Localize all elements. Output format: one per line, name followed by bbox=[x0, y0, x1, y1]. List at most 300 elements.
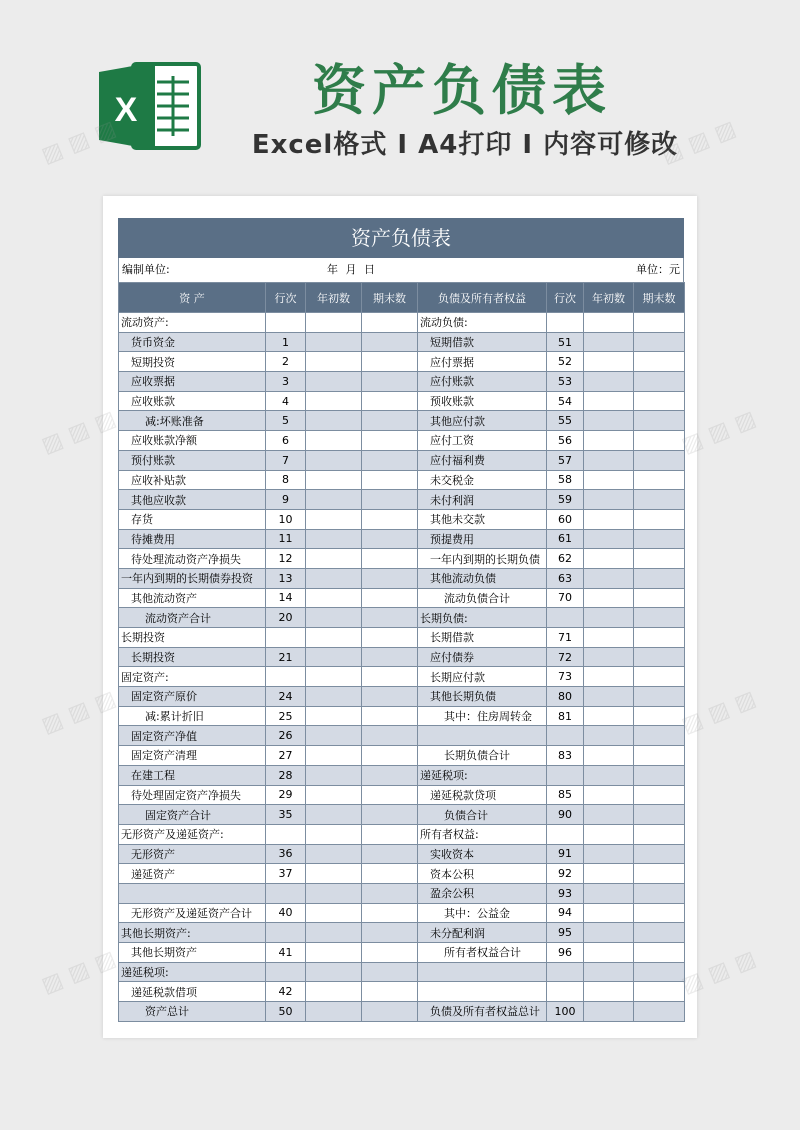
asset-item: 其他流动资产 bbox=[119, 588, 266, 608]
liability-row-no: 81 bbox=[547, 706, 584, 726]
table-row bbox=[119, 313, 685, 333]
asset-item: 其他长期资产 bbox=[119, 943, 266, 963]
liability-begin-cell[interactable] bbox=[584, 549, 634, 569]
asset-begin-cell[interactable] bbox=[306, 687, 362, 707]
table-row bbox=[119, 490, 685, 510]
asset-item: 无形资产及递延资产: bbox=[119, 824, 266, 844]
asset-item: 其他应收款 bbox=[119, 490, 266, 510]
liability-end-cell[interactable] bbox=[634, 824, 685, 844]
asset-begin-cell[interactable] bbox=[306, 529, 362, 549]
liability-end-cell[interactable] bbox=[634, 588, 685, 608]
asset-begin-cell[interactable] bbox=[306, 844, 362, 864]
asset-end-cell[interactable] bbox=[362, 864, 418, 884]
liability-end-cell[interactable] bbox=[634, 490, 685, 510]
asset-item: 应收票据 bbox=[119, 372, 266, 392]
asset-begin-cell[interactable] bbox=[306, 785, 362, 805]
liability-item: 应付福利费 bbox=[418, 450, 547, 470]
asset-item: 无形资产 bbox=[119, 844, 266, 864]
table-header-row bbox=[119, 283, 685, 313]
liability-item: 其他应付款 bbox=[418, 411, 547, 431]
asset-item: 递延税款借项 bbox=[119, 982, 266, 1002]
liability-begin-cell[interactable] bbox=[584, 726, 634, 746]
asset-end-cell[interactable] bbox=[362, 549, 418, 569]
liability-row-no: 59 bbox=[547, 490, 584, 510]
liability-item bbox=[418, 982, 547, 1002]
liability-item: 长期借款 bbox=[418, 628, 547, 648]
liability-item: 未分配利润 bbox=[418, 923, 547, 943]
liability-item: 应付票据 bbox=[418, 352, 547, 372]
liability-end-cell[interactable] bbox=[634, 391, 685, 411]
asset-begin-cell[interactable] bbox=[306, 923, 362, 943]
unit-label: 编制单位: bbox=[122, 263, 170, 276]
liability-begin-cell[interactable] bbox=[584, 372, 634, 392]
liability-item bbox=[418, 726, 547, 746]
asset-end-cell[interactable] bbox=[362, 923, 418, 943]
asset-row-no: 14 bbox=[266, 588, 306, 608]
liability-end-cell[interactable] bbox=[634, 805, 685, 825]
liability-row-no: 63 bbox=[547, 568, 584, 588]
liability-end-cell[interactable] bbox=[634, 549, 685, 569]
asset-end-cell[interactable] bbox=[362, 608, 418, 628]
liability-item: 应付账款 bbox=[418, 372, 547, 392]
liability-row-no: 80 bbox=[547, 687, 584, 707]
liability-item: 短期借款 bbox=[418, 332, 547, 352]
liability-row-no: 100 bbox=[547, 1002, 584, 1022]
liability-row-no: 90 bbox=[547, 805, 584, 825]
asset-begin-cell[interactable] bbox=[306, 450, 362, 470]
liability-begin-cell[interactable] bbox=[584, 706, 634, 726]
asset-item bbox=[119, 883, 266, 903]
asset-row-no: 9 bbox=[266, 490, 306, 510]
balance-sheet bbox=[118, 218, 684, 1022]
liability-begin-cell[interactable] bbox=[584, 509, 634, 529]
liability-end-cell[interactable] bbox=[634, 372, 685, 392]
table-row bbox=[119, 332, 685, 352]
asset-begin-cell[interactable] bbox=[306, 628, 362, 648]
asset-item: 固定资产合计 bbox=[119, 805, 266, 825]
liability-begin-cell[interactable] bbox=[584, 923, 634, 943]
asset-begin-cell[interactable] bbox=[306, 608, 362, 628]
liability-row-no: 61 bbox=[547, 529, 584, 549]
asset-item: 减:累计折旧 bbox=[119, 706, 266, 726]
liability-row-no: 70 bbox=[547, 588, 584, 608]
liability-begin-cell[interactable] bbox=[584, 490, 634, 510]
asset-begin-cell[interactable] bbox=[306, 647, 362, 667]
watermark: ▨ ▨ ▨ bbox=[678, 406, 760, 459]
asset-item: 应收账款净额 bbox=[119, 431, 266, 451]
page-subtitle: Excel格式 I A4打印 I 内容可修改 bbox=[251, 130, 679, 160]
liability-row-no bbox=[547, 313, 584, 333]
table-row bbox=[119, 943, 685, 963]
liability-item: 长期负债: bbox=[418, 608, 547, 628]
asset-item: 短期投资 bbox=[119, 352, 266, 372]
asset-begin-cell[interactable] bbox=[306, 746, 362, 766]
asset-row-no: 4 bbox=[266, 391, 306, 411]
liability-begin-cell[interactable] bbox=[584, 391, 634, 411]
liability-item: 其中：住房周转金 bbox=[418, 706, 547, 726]
liability-end-cell[interactable] bbox=[634, 431, 685, 451]
liability-end-cell[interactable] bbox=[634, 529, 685, 549]
asset-row-no: 13 bbox=[266, 568, 306, 588]
liability-item: 流动负债: bbox=[418, 313, 547, 333]
liability-item: 负债合计 bbox=[418, 805, 547, 825]
asset-begin-cell[interactable] bbox=[306, 903, 362, 923]
liability-row-no: 55 bbox=[547, 411, 584, 431]
liability-begin-cell[interactable] bbox=[584, 982, 634, 1002]
asset-begin-cell[interactable] bbox=[306, 470, 362, 490]
liability-end-cell[interactable] bbox=[634, 411, 685, 431]
asset-begin-cell[interactable] bbox=[306, 372, 362, 392]
asset-item: 固定资产清理 bbox=[119, 746, 266, 766]
liability-end-cell[interactable] bbox=[634, 883, 685, 903]
liability-begin-cell[interactable] bbox=[584, 667, 634, 687]
page-title: 资产负债表 bbox=[312, 59, 612, 122]
asset-end-cell[interactable] bbox=[362, 509, 418, 529]
liability-item: 所有者权益合计 bbox=[418, 943, 547, 963]
liability-begin-cell[interactable] bbox=[584, 450, 634, 470]
asset-end-cell[interactable] bbox=[362, 352, 418, 372]
col-header-end: 期末数 bbox=[362, 283, 418, 313]
table-row bbox=[119, 824, 685, 844]
liability-row-no bbox=[547, 765, 584, 785]
asset-begin-cell[interactable] bbox=[306, 352, 362, 372]
liability-item: 长期负债合计 bbox=[418, 746, 547, 766]
asset-item: 固定资产: bbox=[119, 667, 266, 687]
liability-row-no: 53 bbox=[547, 372, 584, 392]
liability-begin-cell[interactable] bbox=[584, 628, 634, 648]
liability-begin-cell[interactable] bbox=[584, 647, 634, 667]
asset-begin-cell[interactable] bbox=[306, 588, 362, 608]
liability-begin-cell[interactable] bbox=[584, 824, 634, 844]
liability-begin-cell[interactable] bbox=[584, 765, 634, 785]
asset-end-cell[interactable] bbox=[362, 903, 418, 923]
liability-end-cell[interactable] bbox=[634, 470, 685, 490]
asset-row-no: 28 bbox=[266, 765, 306, 785]
asset-row-no bbox=[266, 667, 306, 687]
asset-row-no bbox=[266, 923, 306, 943]
asset-end-cell[interactable] bbox=[362, 450, 418, 470]
liability-row-no: 92 bbox=[547, 864, 584, 884]
liability-end-cell[interactable] bbox=[634, 765, 685, 785]
asset-begin-cell[interactable] bbox=[306, 883, 362, 903]
liability-begin-cell[interactable] bbox=[584, 903, 634, 923]
liability-begin-cell[interactable] bbox=[584, 411, 634, 431]
liability-end-cell[interactable] bbox=[634, 352, 685, 372]
table-row bbox=[119, 805, 685, 825]
asset-end-cell[interactable] bbox=[362, 529, 418, 549]
liability-end-cell[interactable] bbox=[634, 844, 685, 864]
watermark: ▨ ▨ ▨ bbox=[678, 686, 760, 739]
table-row bbox=[119, 903, 685, 923]
asset-item: 一年内到期的长期债券投资 bbox=[119, 568, 266, 588]
liability-item: 预提费用 bbox=[418, 529, 547, 549]
svg-text:X: X bbox=[114, 91, 138, 129]
asset-end-cell[interactable] bbox=[362, 785, 418, 805]
liability-end-cell[interactable] bbox=[634, 687, 685, 707]
asset-end-cell[interactable] bbox=[362, 824, 418, 844]
liability-begin-cell[interactable] bbox=[584, 1002, 634, 1022]
table-row bbox=[119, 706, 685, 726]
table-row bbox=[119, 372, 685, 392]
liability-row-no: 73 bbox=[547, 667, 584, 687]
liability-item: 递延税款贷项 bbox=[418, 785, 547, 805]
asset-end-cell[interactable] bbox=[362, 568, 418, 588]
liability-begin-cell[interactable] bbox=[584, 332, 634, 352]
asset-end-cell[interactable] bbox=[362, 687, 418, 707]
asset-row-no: 41 bbox=[266, 943, 306, 963]
asset-begin-cell[interactable] bbox=[306, 805, 362, 825]
liability-end-cell[interactable] bbox=[634, 1002, 685, 1022]
asset-end-cell[interactable] bbox=[362, 1002, 418, 1022]
liability-begin-cell[interactable] bbox=[584, 864, 634, 884]
asset-item: 固定资产净值 bbox=[119, 726, 266, 746]
asset-begin-cell[interactable] bbox=[306, 568, 362, 588]
liability-row-no: 71 bbox=[547, 628, 584, 648]
asset-begin-cell[interactable] bbox=[306, 391, 362, 411]
liability-end-cell[interactable] bbox=[634, 746, 685, 766]
table-title: 资产负债表 bbox=[118, 218, 684, 258]
liability-begin-cell[interactable] bbox=[584, 568, 634, 588]
liability-row-no: 54 bbox=[547, 391, 584, 411]
liability-item: 其他长期负债 bbox=[418, 687, 547, 707]
asset-begin-cell[interactable] bbox=[306, 332, 362, 352]
asset-row-no: 8 bbox=[266, 470, 306, 490]
asset-item: 递延税项: bbox=[119, 962, 266, 982]
asset-row-no: 42 bbox=[266, 982, 306, 1002]
asset-row-no: 40 bbox=[266, 903, 306, 923]
asset-begin-cell[interactable] bbox=[306, 431, 362, 451]
liability-end-cell[interactable] bbox=[634, 943, 685, 963]
table-row bbox=[119, 391, 685, 411]
liability-begin-cell[interactable] bbox=[584, 785, 634, 805]
asset-begin-cell[interactable] bbox=[306, 490, 362, 510]
table-row bbox=[119, 667, 685, 687]
liability-begin-cell[interactable] bbox=[584, 529, 634, 549]
table-row bbox=[119, 588, 685, 608]
liability-begin-cell[interactable] bbox=[584, 687, 634, 707]
liability-row-no: 93 bbox=[547, 883, 584, 903]
col-header-row-no: 行次 bbox=[266, 283, 306, 313]
asset-end-cell[interactable] bbox=[362, 490, 418, 510]
asset-end-cell[interactable] bbox=[362, 667, 418, 687]
asset-row-no: 25 bbox=[266, 706, 306, 726]
liability-item: 长期应付款 bbox=[418, 667, 547, 687]
asset-end-cell[interactable] bbox=[362, 844, 418, 864]
liability-end-cell[interactable] bbox=[634, 962, 685, 982]
col-header-assets: 资 产 bbox=[119, 283, 266, 313]
table-row bbox=[119, 746, 685, 766]
asset-end-cell[interactable] bbox=[362, 765, 418, 785]
col-header-row-no-2: 行次 bbox=[547, 283, 584, 313]
watermark: ▨ ▨ ▨ bbox=[38, 946, 120, 999]
table-row bbox=[119, 864, 685, 884]
liability-end-cell[interactable] bbox=[634, 667, 685, 687]
asset-row-no: 27 bbox=[266, 746, 306, 766]
liability-end-cell[interactable] bbox=[634, 509, 685, 529]
liability-item: 一年内到期的长期负债 bbox=[418, 549, 547, 569]
col-header-liabilities: 负债及所有者权益 bbox=[418, 283, 547, 313]
liability-begin-cell[interactable] bbox=[584, 805, 634, 825]
liability-begin-cell[interactable] bbox=[584, 313, 634, 333]
asset-begin-cell[interactable] bbox=[306, 726, 362, 746]
asset-row-no: 50 bbox=[266, 1002, 306, 1022]
asset-begin-cell[interactable] bbox=[306, 943, 362, 963]
asset-begin-cell[interactable] bbox=[306, 864, 362, 884]
liability-begin-cell[interactable] bbox=[584, 588, 634, 608]
liability-end-cell[interactable] bbox=[634, 982, 685, 1002]
excel-logo-icon bbox=[95, 58, 205, 154]
asset-row-no: 11 bbox=[266, 529, 306, 549]
liability-item: 负债及所有者权益总计 bbox=[418, 1002, 547, 1022]
liability-begin-cell[interactable] bbox=[584, 352, 634, 372]
liability-item: 应付工资 bbox=[418, 431, 547, 451]
liability-end-cell[interactable] bbox=[634, 450, 685, 470]
asset-end-cell[interactable] bbox=[362, 372, 418, 392]
asset-end-cell[interactable] bbox=[362, 588, 418, 608]
liability-row-no: 94 bbox=[547, 903, 584, 923]
col-header-begin: 年初数 bbox=[306, 283, 362, 313]
asset-item: 在建工程 bbox=[119, 765, 266, 785]
liability-item: 未付利润 bbox=[418, 490, 547, 510]
liability-begin-cell[interactable] bbox=[584, 943, 634, 963]
liability-item: 所有者权益: bbox=[418, 824, 547, 844]
liability-row-no: 56 bbox=[547, 431, 584, 451]
asset-row-no: 12 bbox=[266, 549, 306, 569]
liability-item: 盈余公积 bbox=[418, 883, 547, 903]
asset-item: 流动资产合计 bbox=[119, 608, 266, 628]
asset-row-no: 10 bbox=[266, 509, 306, 529]
liability-begin-cell[interactable] bbox=[584, 608, 634, 628]
asset-end-cell[interactable] bbox=[362, 313, 418, 333]
liability-row-no bbox=[547, 982, 584, 1002]
liability-row-no: 72 bbox=[547, 647, 584, 667]
liability-end-cell[interactable] bbox=[634, 923, 685, 943]
asset-begin-cell[interactable] bbox=[306, 549, 362, 569]
table-row bbox=[119, 450, 685, 470]
liability-end-cell[interactable] bbox=[634, 647, 685, 667]
asset-item: 减:坏账准备 bbox=[119, 411, 266, 431]
liability-row-no bbox=[547, 824, 584, 844]
asset-row-no bbox=[266, 824, 306, 844]
table-row bbox=[119, 470, 685, 490]
asset-begin-cell[interactable] bbox=[306, 962, 362, 982]
asset-begin-cell[interactable] bbox=[306, 1002, 362, 1022]
liability-item: 未交税金 bbox=[418, 470, 547, 490]
asset-row-no: 6 bbox=[266, 431, 306, 451]
date-label: 年 月 日 bbox=[327, 263, 377, 276]
liability-end-cell[interactable] bbox=[634, 864, 685, 884]
liability-begin-cell[interactable] bbox=[584, 844, 634, 864]
asset-begin-cell[interactable] bbox=[306, 824, 362, 844]
asset-end-cell[interactable] bbox=[362, 431, 418, 451]
liability-end-cell[interactable] bbox=[634, 903, 685, 923]
table-row bbox=[119, 647, 685, 667]
info-row bbox=[118, 258, 684, 282]
asset-item: 预付账款 bbox=[119, 450, 266, 470]
table-row bbox=[119, 529, 685, 549]
liability-end-cell[interactable] bbox=[634, 726, 685, 746]
table-row bbox=[119, 549, 685, 569]
asset-end-cell[interactable] bbox=[362, 647, 418, 667]
table-row bbox=[119, 431, 685, 451]
spreadsheet-preview bbox=[103, 196, 697, 1038]
liability-end-cell[interactable] bbox=[634, 785, 685, 805]
asset-end-cell[interactable] bbox=[362, 411, 418, 431]
liability-begin-cell[interactable] bbox=[584, 470, 634, 490]
table-row bbox=[119, 352, 685, 372]
asset-begin-cell[interactable] bbox=[306, 982, 362, 1002]
asset-begin-cell[interactable] bbox=[306, 411, 362, 431]
asset-row-no: 29 bbox=[266, 785, 306, 805]
asset-row-no: 7 bbox=[266, 450, 306, 470]
liability-begin-cell[interactable] bbox=[584, 962, 634, 982]
liability-item: 流动负债合计 bbox=[418, 588, 547, 608]
asset-end-cell[interactable] bbox=[362, 943, 418, 963]
asset-end-cell[interactable] bbox=[362, 982, 418, 1002]
asset-end-cell[interactable] bbox=[362, 883, 418, 903]
liability-begin-cell[interactable] bbox=[584, 746, 634, 766]
asset-end-cell[interactable] bbox=[362, 391, 418, 411]
liability-end-cell[interactable] bbox=[634, 313, 685, 333]
asset-end-cell[interactable] bbox=[362, 332, 418, 352]
asset-item: 资产总计 bbox=[119, 1002, 266, 1022]
liability-item bbox=[418, 962, 547, 982]
asset-begin-cell[interactable] bbox=[306, 313, 362, 333]
table-row bbox=[119, 982, 685, 1002]
asset-begin-cell[interactable] bbox=[306, 667, 362, 687]
asset-begin-cell[interactable] bbox=[306, 706, 362, 726]
liability-row-no bbox=[547, 962, 584, 982]
asset-row-no: 21 bbox=[266, 647, 306, 667]
liability-row-no: 58 bbox=[547, 470, 584, 490]
asset-end-cell[interactable] bbox=[362, 746, 418, 766]
watermark: ▨ ▨ ▨ bbox=[38, 406, 120, 459]
asset-row-no: 26 bbox=[266, 726, 306, 746]
liability-end-cell[interactable] bbox=[634, 706, 685, 726]
asset-end-cell[interactable] bbox=[362, 706, 418, 726]
asset-end-cell[interactable] bbox=[362, 962, 418, 982]
liability-end-cell[interactable] bbox=[634, 628, 685, 648]
table-row bbox=[119, 1002, 685, 1022]
liability-begin-cell[interactable] bbox=[584, 883, 634, 903]
liability-row-no: 62 bbox=[547, 549, 584, 569]
asset-end-cell[interactable] bbox=[362, 726, 418, 746]
liability-row-no: 83 bbox=[547, 746, 584, 766]
table-row bbox=[119, 883, 685, 903]
table-row bbox=[119, 923, 685, 943]
asset-item: 待处理固定资产净损失 bbox=[119, 785, 266, 805]
table-row bbox=[119, 785, 685, 805]
asset-row-no: 37 bbox=[266, 864, 306, 884]
table-row bbox=[119, 844, 685, 864]
liability-item: 应付债券 bbox=[418, 647, 547, 667]
asset-begin-cell[interactable] bbox=[306, 509, 362, 529]
liability-end-cell[interactable] bbox=[634, 568, 685, 588]
table-row bbox=[119, 628, 685, 648]
liability-begin-cell[interactable] bbox=[584, 431, 634, 451]
liability-end-cell[interactable] bbox=[634, 608, 685, 628]
liability-row-no: 95 bbox=[547, 923, 584, 943]
liability-item: 预收账款 bbox=[418, 391, 547, 411]
liability-row-no: 52 bbox=[547, 352, 584, 372]
asset-item: 应收账款 bbox=[119, 391, 266, 411]
asset-begin-cell[interactable] bbox=[306, 765, 362, 785]
asset-end-cell[interactable] bbox=[362, 628, 418, 648]
asset-row-no bbox=[266, 628, 306, 648]
asset-end-cell[interactable] bbox=[362, 470, 418, 490]
liability-end-cell[interactable] bbox=[634, 332, 685, 352]
asset-end-cell[interactable] bbox=[362, 805, 418, 825]
